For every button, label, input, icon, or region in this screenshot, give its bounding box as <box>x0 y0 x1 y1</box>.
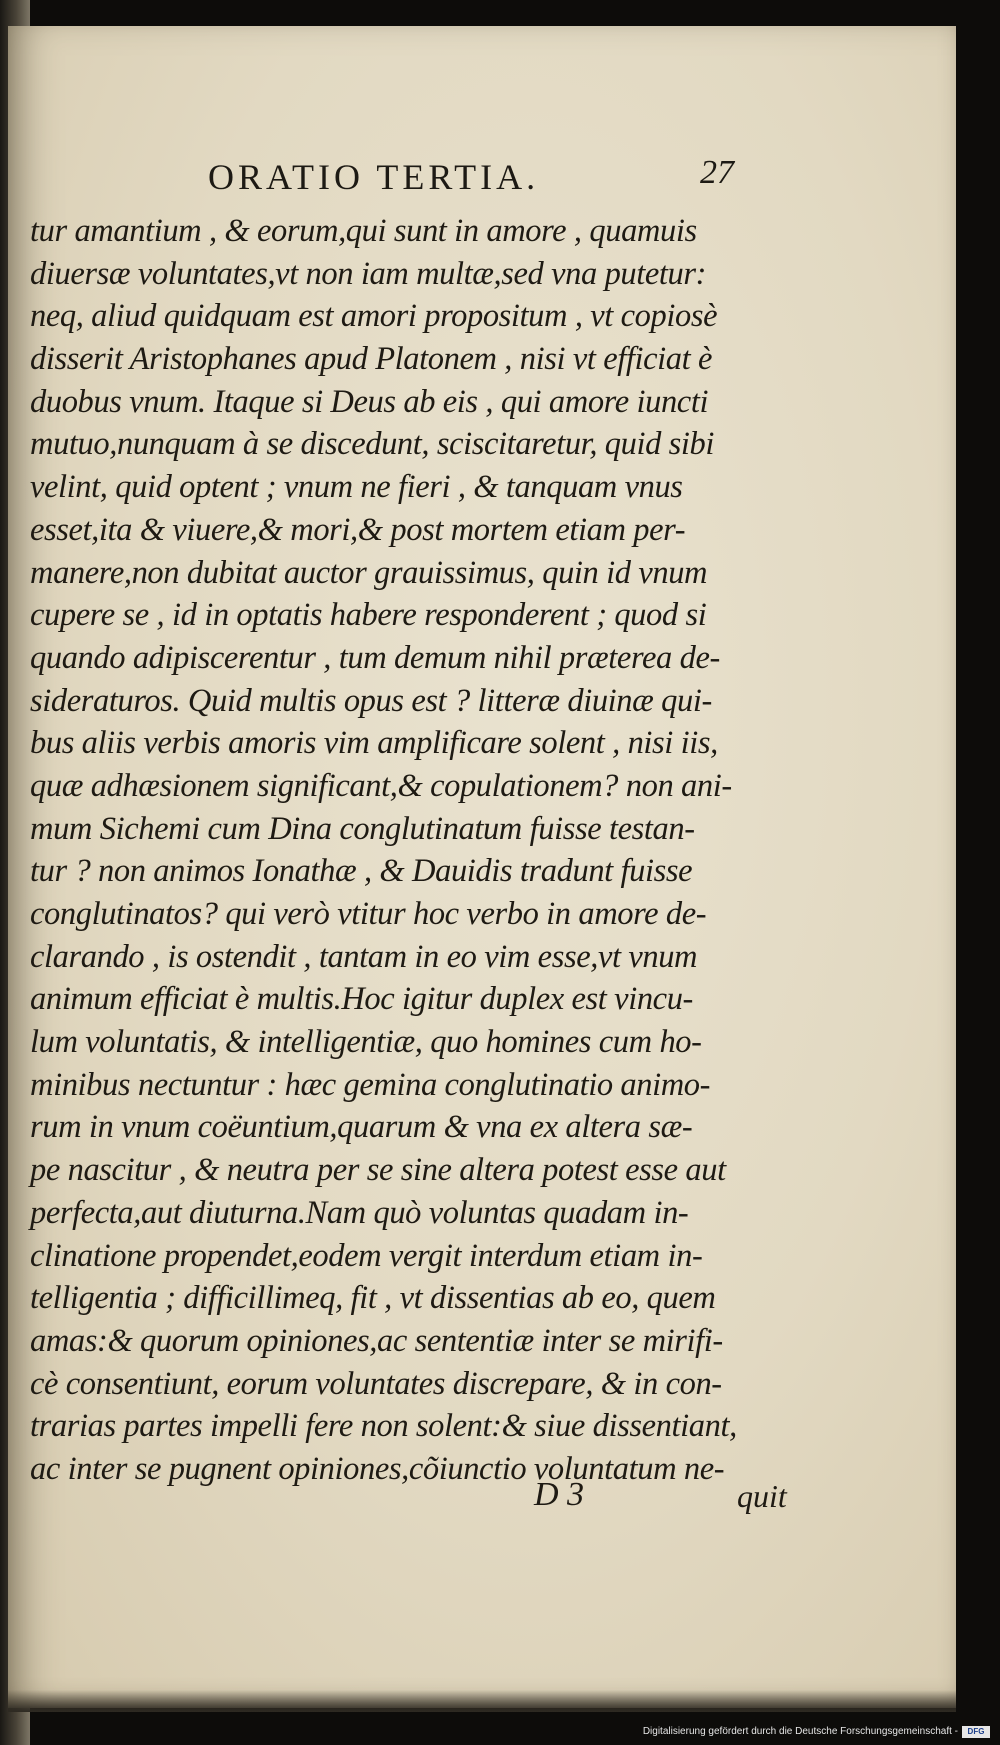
text-line: quando adipiscerentur , tum demum nihil præterea de- <box>30 639 720 676</box>
text-line: trarias partes impelli fere non solent:& siue dissentiant, <box>30 1408 737 1445</box>
text-line: telligentia ; difficillimeq, fit , vt dissentias ab eo, quem <box>30 1280 716 1317</box>
text-line: amas:& quorum opiniones,ac sententiæ inter se mirifi- <box>30 1322 723 1359</box>
text-line: disserit Aristophanes apud Platonem , nisi vt efficiat è <box>30 341 713 378</box>
text-line: animum efficiat è multis.Hoc igitur duplex est vincu- <box>30 981 693 1018</box>
text-line: mutuo,nunquam à se discedunt, sciscitaretur, quid sibi <box>30 426 715 463</box>
text-line: quæ adhæsionem significant,& copulationem? non ani- <box>30 767 732 804</box>
text-line: pe nascitur , & neutra per se sine altera potest esse aut <box>30 1152 726 1189</box>
page-number: 27 <box>700 154 734 191</box>
text-line: clinatione propendet,eodem vergit interdum etiam in- <box>30 1237 703 1274</box>
text-line: conglutinatos? qui verò vtitur hoc verbo in amore de- <box>30 896 707 932</box>
text-line: esset,ita & viuere,& mori,& post mortem etiam per- <box>30 511 686 548</box>
text-line: cupere se , id in optatis habere responderent ; quod si <box>30 597 707 634</box>
digitization-credit: Digitalisierung gefördert durch die Deutsche Forschungsgemeinschaft - <box>642 1726 958 1737</box>
text-line: perfecta,aut diuturna.Nam quò voluntas quadam in- <box>30 1194 689 1231</box>
text-line: rum in vnum coëuntium,quarum & vna ex altera sæ- <box>30 1109 693 1146</box>
text-line: cè consentiunt, eorum voluntates discrepare, & in con- <box>30 1365 722 1402</box>
text-line: duobus vnum. Itaque si Deus ab eis , qui amore iuncti <box>30 383 709 420</box>
text-line: tur ? non animos Ionathæ , & Dauidis tradunt fuisse <box>30 853 693 890</box>
text-line: ac inter se pugnent opiniones,cõiunctio voluntatum ne- <box>30 1450 725 1487</box>
text-line: minibus nectuntur : hæc gemina conglutinatio animo- <box>30 1066 711 1103</box>
page-bottom-edge <box>8 1690 956 1712</box>
text-line: sideraturos. Quid multis opus est ? litteræ diuinæ qui- <box>30 682 712 719</box>
text-line: clarando , is ostendit , tantam in eo vim esse,vt vnum <box>30 938 698 975</box>
running-head: ORATIO TERTIA. <box>208 157 540 197</box>
catchword: quit <box>737 1478 787 1514</box>
text-line: mum Sichemi cum Dina conglutinatum fuisse testan- <box>30 810 695 847</box>
text-line: manere,non dubitat auctor grauissimus, quin id vnum <box>30 554 708 591</box>
signature-mark: D 3 <box>534 1476 585 1513</box>
text-line: velint, quid optent ; vnum ne fieri , & tanquam vnus <box>30 469 683 506</box>
body-text <box>30 210 800 1491</box>
text-line: bus aliis verbis amoris vim amplificare solent , nisi iis, <box>30 725 718 762</box>
text-line: tur amantium , & eorum,qui sunt in amore , quamuis <box>30 213 697 249</box>
dfg-logo-icon: DFG <box>962 1726 990 1738</box>
text-line: diuersæ voluntates,vt non iam multæ,sed vna putetur: <box>30 255 707 292</box>
text-line: neq, aliud quidquam est amori propositum , vt copiosè <box>30 298 718 335</box>
text-line: lum voluntatis, & intelligentiæ, quo homines cum ho- <box>30 1024 702 1061</box>
